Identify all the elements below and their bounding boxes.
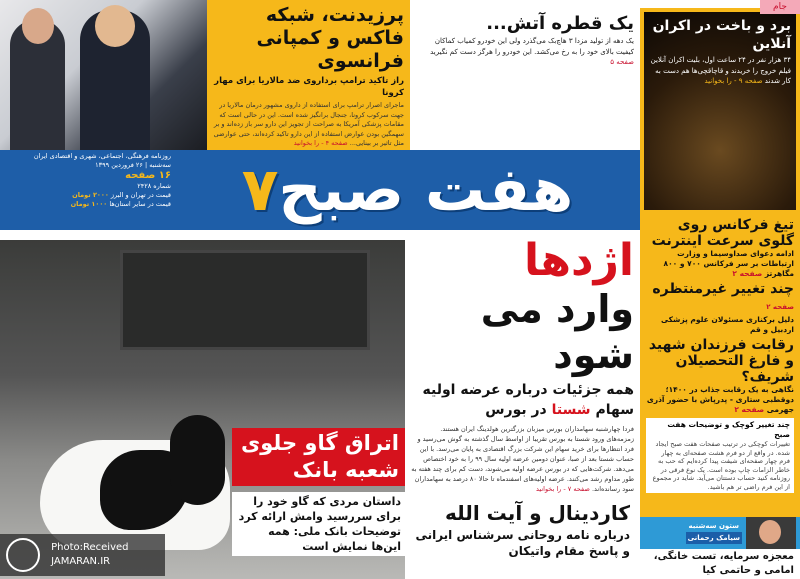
cow-title[interactable]: اتراق گاو جلوی شعبه بانک [232, 428, 405, 486]
trump-body: ماجرای اصرار ترامپ برای استفاده از داروی مشهور درمان مالاریا در جهت سرکوب کرونا، جنجال برانگیز شده است. این در حالی است که مقامات پزشکی آمریکا به صراحت از تجویز این دارو سر باز زده‌اند و بر سهمگین بودن عوارض استفاده از این دارو تاکید کرده‌اند، حتی عوارضی مثل تاثیر بر بینایی... [213, 101, 404, 147]
trump-photo [0, 0, 207, 150]
trump-subtitle: راز تاکید ترامپ برداروی ضد مالاریا برای مهار کرونا [214, 76, 404, 98]
sidebar-item[interactable]: رقابت فرزندان شهید و فارغ التحصیلان شریف؟ نگاهی به یک رقابت جذاب در ۱۴۰۰؛ دوقطبی ستاری - پدرپاش با حضور آذری جهرمی صفحه ۲ [646, 337, 794, 414]
right-column [640, 214, 800, 579]
column-title[interactable]: معجزه سرمایه، تست خانگی، امامی و حاتمی کیا [640, 549, 800, 579]
jamaran-logo [6, 538, 40, 572]
credit-line2: JAMARAN.IR [51, 556, 111, 567]
cardinal-subtitle: درباره نامه روحانی سرشناس ایرانی و پاسخ مقام واتیکان [415, 528, 630, 558]
film-ref[interactable]: صفحه ۹ - را بخوانید [704, 77, 763, 85]
main-subtitle: همه جزئیات درباره عرضه اولیه سهام شستا در بورس [422, 382, 634, 418]
film-title: برد و باخت در اکران آنلاین [652, 18, 791, 52]
column-author: سیامک رحمانی [687, 534, 740, 542]
main-story[interactable] [405, 236, 640, 494]
cardinal-title: کاردینال و آیت الله [445, 501, 630, 525]
price-other-label: قیمت در سایر استان‌ها [109, 200, 171, 208]
watermark-tag: جام [760, 0, 800, 14]
trump-title: پرزیدنت، شبکه فاکس و کمپانی فرانسوی [256, 4, 404, 72]
trump-story[interactable] [207, 0, 410, 150]
main-title: وارد می شود [480, 287, 634, 377]
column-banner[interactable] [640, 517, 800, 549]
center-column [405, 236, 640, 559]
car-story[interactable] [410, 0, 640, 150]
editor-note: چند تغییر کوچک و توضیحات هفت صبح تغییرات کوچکی در ترتیب صفحات هفت صبح ایجاد شده. در واقع از دو فرم هشت صفحه‌ای به چهار فرم چهار صفحه‌ای شیفت پیدا کرده‌ایم که حب به خاطر الزامات چاپ بوده است. یک نوع فرقی در روزنامه کنید حساب دستتان می‌آید. شاید در مجموع از این فرم راضی تر هم باشید. [646, 418, 794, 493]
trump-ref[interactable]: صفحه ۴ - را بخوانید [293, 139, 348, 147]
newspaper-logo: هفت صبح۷ [241, 155, 574, 225]
price-tehran: ۲۰۰۰ تومان [72, 191, 109, 199]
car-ref[interactable]: صفحه ۵ [610, 58, 634, 66]
film-body: ۳۴ هزار نفر در ۲۴ ساعت اول، بلیت اکران آنلاین فیلم خروج را خریدند و قاچاقچی‌ها هم دست به کار شدند [650, 56, 791, 85]
issue-number: شماره ۲۴۲۸ [137, 182, 171, 190]
date: سه‌شنبه | ۲۶ فروردین ۱۳۹۹ [95, 161, 171, 169]
car-title: یک قطره آتش... [486, 13, 634, 34]
main-title-red: اژدها [523, 235, 634, 286]
description: روزنامه فرهنگی، اجتماعی، شهری و اقتصادی ایران [33, 152, 171, 160]
cow-subtitle: داستان مردی که گاو خود را برای سررسید وامش ارائه کرد توضیحات بانک ملی: همه این‌ها نمایش است [232, 492, 405, 556]
price-other: ۱۰۰۰ تومان [70, 200, 108, 208]
cardinal-story[interactable] [405, 500, 640, 559]
column-label: ستون سه‌شنبه [688, 522, 740, 530]
sidebar-item[interactable]: چند تغییر غیرمنتظره صفحه ۲ دلیل برکناری مسئولان علوم پزشکی اردبیل و قم [652, 281, 794, 334]
cow-story [232, 428, 405, 556]
photo-credit [0, 534, 165, 576]
author-avatar [746, 517, 796, 549]
masthead-info [6, 152, 171, 209]
film-story[interactable] [640, 8, 800, 214]
sidebar-item[interactable]: تیغ فرکانس روی گلوی سرعت اینترنت ادامه دعوای صداوسیما و وزارت ارتباطات بر سر فرکانس ۷۰۰ و ۸۰۰ مگاهرتز صفحه ۲ [651, 217, 794, 278]
main-ref[interactable]: صفحه ۷ - را بخوانید [535, 485, 590, 493]
main-body: فردا چهارشنبه سهامداران بورس میزبان بزرگترین هولدینگ ایران هستند. زمزمه‌های ورود شستا به بورس تقریبا از اواسط سال گذشته به گوش می‌رسید و فرد انتظارها برای خرید سهام این شرکت بزرگ اقتصادی به پایان می‌رسد. با این حساب شستا بعد از صبا، عنوان دومین عرضه اولیه سال ۹۹ را به خود اختصاص می‌دهد. شرکت‌هایی که در بورس عرضه اولیه می‌شوند، دست کم برای چند هفته به طور مداوم رشد می‌کنند. عرضه اولیه‌های اسفندماه تا حالا ۸۰ درصد به سهامداران سود رسانده‌اند. [411, 425, 634, 493]
credit-line1: Photo:Received [51, 542, 129, 553]
price-tehran-label: قیمت در تهران و البرز [110, 191, 171, 199]
car-body: یک دهه از تولید مزدا ۳ هاچ‌بک می‌گذرد ولی این خودرو کمیاب کماکان کیفیت بالای خود را به رخ می‌کشد. این خودرو را هرگز دست کم نگیرید [430, 37, 634, 56]
sidebar [640, 214, 800, 517]
page-count: ۱۶ صفحه [125, 170, 171, 181]
